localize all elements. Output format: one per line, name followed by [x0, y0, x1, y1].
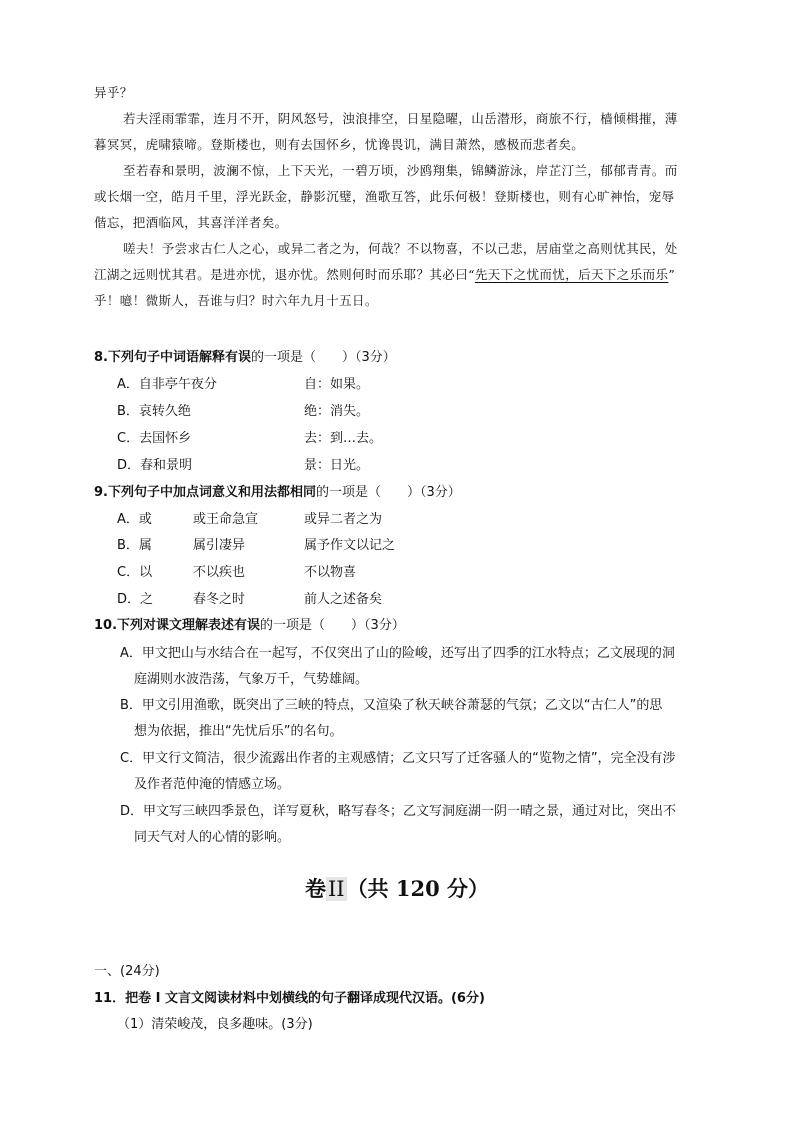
- option-d-line: D．甲文写三峡四季景色，详写夏秋，略写春冬；乙文写洞庭湖一阴一晴之景，通过对比，突出不: [120, 804, 677, 819]
- option-d-line: 同天气对人的心情的影响。: [134, 830, 291, 845]
- option-d-left: D．春和景明: [117, 458, 193, 473]
- passage-line: [94, 266, 675, 284]
- option-a-right: 或异二者之为: [304, 512, 383, 527]
- title-text: 卷: [304, 876, 326, 901]
- passage-line: 偕忘，把酒临风，其喜洋洋者矣。: [94, 215, 288, 230]
- option-c-right: 不以物喜: [304, 565, 357, 580]
- option-c-line: C．甲文行文简洁，很少流露出作者的主观感情；乙文只写了迁客骚人的“览物之情”，完全没有涉: [120, 751, 676, 766]
- option-a-left: A．自非亭午夜分: [117, 377, 217, 392]
- passage-line: 至若春和景明，波澜不惊，上下天光，一碧万顷，沙鸥翔集，锦鳞游泳，岸芷汀兰，郁郁青青。而: [123, 163, 678, 178]
- option-b-right: 绝：消失。: [304, 404, 370, 419]
- passage-text: ”: [668, 267, 676, 282]
- option-b-label: B．属: [117, 538, 152, 553]
- question-number: 9.下列句子中加点词意义和用法都: [94, 485, 290, 500]
- question-8-stem: [94, 349, 396, 367]
- option-a-mid: 或王命急宣: [193, 512, 259, 527]
- option-c-line: 及作者范仲淹的情感立场。: [134, 777, 291, 792]
- option-b-mid: 属引凄异: [193, 538, 246, 553]
- title-text: （共 120 分）: [346, 876, 490, 901]
- option-a-line: 庭湖则水波浩荡，气象万千，气势雄阔。: [134, 672, 369, 687]
- option-d-right: 景：日光。: [304, 458, 370, 473]
- passage-line: 异乎？: [94, 85, 133, 100]
- question-11-stem: 11．把卷 I 文言文阅读材料中划横线的句子翻译成现代汉语。(6分): [94, 991, 485, 1006]
- option-a-line: A．甲文把山与水结合在一起写，不仅突出了山的险峻，还写出了四季的江水特点；乙文展现的洞: [120, 646, 675, 661]
- option-a-right: 自：如果。: [304, 377, 370, 392]
- option-a-label: A．或: [117, 512, 152, 527]
- passage-line: 若夫淫雨霏霏，连月不开，阴风怒号，浊浪排空，日星隐曜，山岳潜形，商旅不行，樯倾楫摧，薄: [123, 111, 678, 126]
- option-b-left: B．哀转久绝: [117, 404, 191, 419]
- option-d-mid: 春冬之时: [193, 592, 246, 607]
- emphasis: 有误: [224, 350, 251, 365]
- emphasis: 相同: [289, 485, 316, 500]
- passage-line: 暮冥冥，虎啸猿啼。登斯楼也，则有去国怀乡，忧谗畏讥，满目萧然，感极而悲者矣。: [94, 137, 585, 152]
- passage-line: 或长烟一空，皓月千里，浮光跃金，静影沉璧，渔歌互答，此乐何极！登斯楼也，则有心旷神怡，宠辱: [94, 189, 675, 204]
- option-b-right: 属予作文以记之: [304, 538, 396, 553]
- section-heading: 一、(24分): [94, 964, 160, 979]
- option-c-right: 去：到…去。: [304, 431, 383, 446]
- passage-line: 嗟夫！予尝求古仁人之心，或异二者之为，何哉？不以物喜，不以己悲，居庙堂之高则忧其民，处: [123, 241, 678, 256]
- question-stem-tail: 的一项是（ ）（3分）: [260, 618, 405, 633]
- title-roman: II: [327, 877, 345, 901]
- option-d-right: 前人之述备矣: [304, 592, 383, 607]
- part-2-title: [0, 873, 794, 903]
- passage-text: 江湖之远则忧其君。是进亦忧，退亦忧。然则何时而乐耶？其必曰“: [94, 267, 475, 282]
- option-c-label: C．以: [117, 565, 153, 580]
- passage-line: 乎！噫！微斯人，吾谁与归？时六年九月十五日。: [94, 293, 378, 308]
- question-stem-tail: 的一项是（ ）（3分）: [316, 485, 461, 500]
- option-b-line: B．甲文引用渔歌，既突出了三峡的特点，又渲染了秋天峡谷萧瑟的气氛；乙文以“古仁人”的思: [120, 698, 663, 713]
- question-10-stem: [94, 617, 405, 635]
- question-11-sub1: （1）清荣峻茂，良多趣味。(3分): [117, 1017, 313, 1032]
- question-stem-tail: 的一项是（ ）（3分）: [251, 350, 396, 365]
- question-9-stem: [94, 484, 461, 502]
- option-b-line: 想为依据，推出“先忧后乐”的名句。: [134, 724, 343, 739]
- question-number: 8.下列句子中词语解释: [94, 350, 225, 365]
- emphasis: 有误: [234, 618, 261, 633]
- option-c-left: C．去国怀乡: [117, 431, 192, 446]
- option-c-mid: 不以疾也: [193, 565, 246, 580]
- question-number: 10.下列对课文理解表述: [94, 618, 235, 633]
- underlined-sentence: 先天下之忧而忧，后天下之乐而乐: [474, 267, 669, 282]
- option-d-label: D．之: [117, 592, 154, 607]
